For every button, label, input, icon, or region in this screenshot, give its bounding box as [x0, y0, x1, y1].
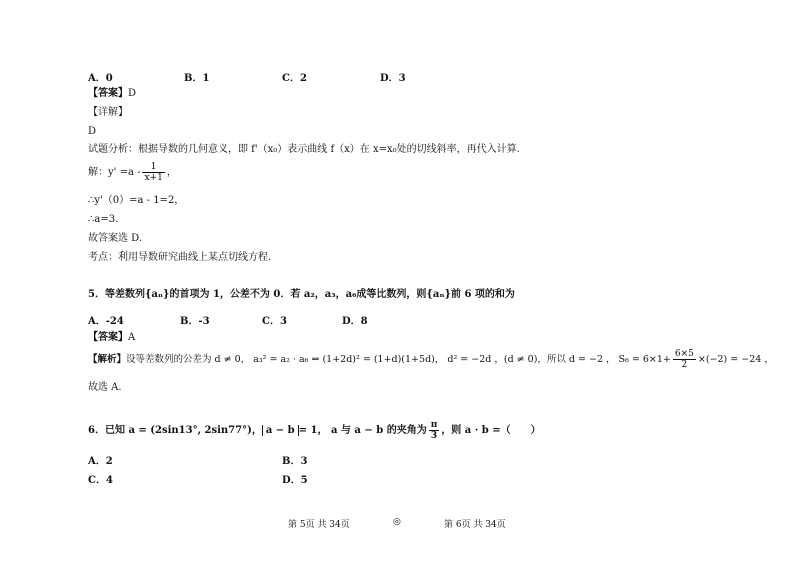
q4-analysis: 试题分析：根据导数的几何意义，即 f'（x₀）表示曲线 f（x）在 x=x₀处的切线斜率，再代入计算. — [88, 144, 520, 155]
q6-stem — [88, 420, 541, 442]
q5-answer — [88, 331, 135, 344]
stem-abs-expression: a − b — [262, 425, 299, 436]
fraction-denominator: 2 — [681, 360, 688, 370]
answer-value: D — [128, 88, 137, 99]
stem-part-3: ，则 a · b =（ ） — [441, 425, 541, 436]
fraction-denominator: 3 — [430, 431, 438, 441]
q6-option-b: B．3 — [282, 456, 308, 467]
explanation-part-2: ×(−2) = −24 ， — [697, 354, 774, 365]
q5-option-a: A．-24 — [88, 316, 124, 327]
q6-option-d: D．5 — [282, 475, 308, 486]
fraction-numerator: 1 — [142, 162, 164, 173]
footer-right-page: 第 6页 共 34页 — [444, 520, 506, 530]
q5-stem: 5．等差数列{aₙ}的首项为 1，公差不为 0．若 a₂，a₃，a₆成等比数列，则{aₙ}前 6 项的和为 — [88, 289, 515, 300]
stem-part-1: 6．已知 a = (2sin13°, 2sin77°)， — [88, 425, 262, 436]
answer-value: A — [128, 332, 136, 343]
q6-option-a: A．2 — [88, 456, 113, 467]
solution-suffix: ， — [166, 167, 177, 178]
answer-tag: 【答案】 — [88, 88, 128, 99]
fraction-numerator: 6×5 — [674, 349, 694, 359]
q4-answer — [88, 87, 136, 100]
stem-part-2: = 1， a 与 a − b 的夹角为 — [298, 425, 427, 436]
solution-fraction — [142, 162, 164, 183]
q4-step3: ∴a=3. — [88, 214, 119, 225]
explanation-tag: 【解析】 — [88, 354, 127, 365]
q4-option-c: C．2 — [282, 73, 307, 84]
q5-option-c: C．3 — [262, 316, 287, 327]
stem-fraction — [429, 420, 440, 441]
q4-detail-tag: 【详解】 — [88, 107, 128, 118]
q4-option-a: A．0 — [88, 73, 113, 84]
q4-step2: ∴y'（0）=a - 1=2， — [88, 195, 185, 206]
q4-solution — [88, 162, 177, 184]
q4-detail-letter: D — [88, 126, 97, 137]
explanation-part-1: 设等差数列的公差为 d ≠ 0， a₃² = a₂ · a₆ ⇒ (1+2d)² = (1+d)(1+5d)， d² = −2d ，(d ≠ 0)，所以 d = −2 ， S₆ = 6×1+ — [126, 354, 671, 365]
q4-knowledge-point: 考点：利用导数研究曲线上某点切线方程. — [88, 252, 272, 263]
q4-option-b: B．1 — [184, 73, 210, 84]
footer-center-mark: ◎ — [393, 517, 401, 527]
footer-left-page: 第 5页 共 34页 — [288, 520, 350, 530]
fraction-denominator: x+1 — [144, 173, 163, 183]
q5-option-d: D．8 — [342, 316, 368, 327]
fraction-numerator: π — [430, 420, 438, 430]
q5-explanation — [88, 349, 774, 371]
explanation-fraction — [673, 349, 696, 370]
answer-tag: 【答案】 — [88, 332, 128, 343]
solution-prefix: 解：y' =a - — [88, 167, 141, 178]
q5-conclusion: 故选 A. — [88, 382, 122, 393]
q5-option-b: B．-3 — [180, 316, 210, 327]
q4-conclusion: 故答案选 D. — [88, 233, 143, 244]
q6-option-c: C．4 — [88, 475, 113, 486]
q4-option-d: D．3 — [380, 73, 406, 84]
